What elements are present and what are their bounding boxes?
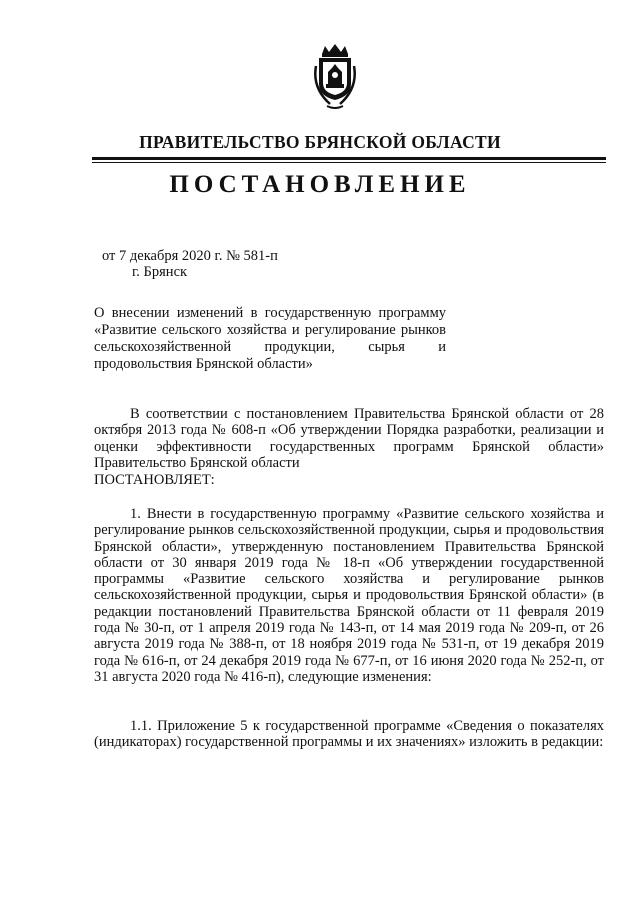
document-date-number: от 7 декабря 2020 г. № 581-п bbox=[102, 248, 278, 264]
document-type-title: ПОСТАНОВЛЕНИЕ bbox=[169, 171, 471, 198]
government-title: ПРАВИТЕЛЬСТВО БРЯНСКОЙ ОБЛАСТИ bbox=[139, 132, 501, 152]
clause-1: 1. Внести в государственную программу «Развитие сельского хозяйства и регулирование рынков сельскохозяйственной продукции, сырья и продовольствия Брянской области», утвержденную постановлением Правительства Брянской области от 30 января 2019 года № 18-п «Об утверждении государственной программы «Развитие сельского хозяйства и регулирование рынков сельскохозяйственной продукции, сырья и продовольствия Брянской области» (в редакции постановлений Правительства Брянской области от 11 февраля 2019 года № 30-п, от 1 апреля 2019 года № 143-п, от 14 мая 2019 года № 209-п, от 26 августа 2019 года № 388-п, от 18 ноября 2019 года № 531-п, от 19 декабря 2019 года № 616-п, от 24 декабря 2019 года № 677-п, от 16 июня 2020 года № 252-п, от 31 августа 2020 года № 416-п), следующие изменения: bbox=[94, 506, 604, 685]
coat-of-arms-icon bbox=[312, 44, 358, 112]
preamble-paragraph: В соответствии с постановлением Правительства Брянской области от 28 октября 2013 года № 608-п «Об утверждении Порядка разработки, реализации и оценки эффективности государственных программ Брянской области» Правительство Брянской области bbox=[94, 406, 604, 471]
decree-word: ПОСТАНОВЛЯЕТ: bbox=[94, 472, 215, 488]
document-city: г. Брянск bbox=[132, 264, 188, 280]
document-subject: О внесении изменений в государственную программу «Развитие сельского хозяйства и регулирование рынков сельскохозяйственной продукции, сырья и продовольствия Брянской области» bbox=[94, 305, 446, 372]
header-rule-thick bbox=[92, 157, 606, 160]
header-rule-thin bbox=[92, 162, 606, 163]
clause-1-1: 1.1. Приложение 5 к государственной программе «Сведения о показателях (индикаторах) государственной программы и их значениях» изложить в редакции: bbox=[94, 718, 604, 751]
